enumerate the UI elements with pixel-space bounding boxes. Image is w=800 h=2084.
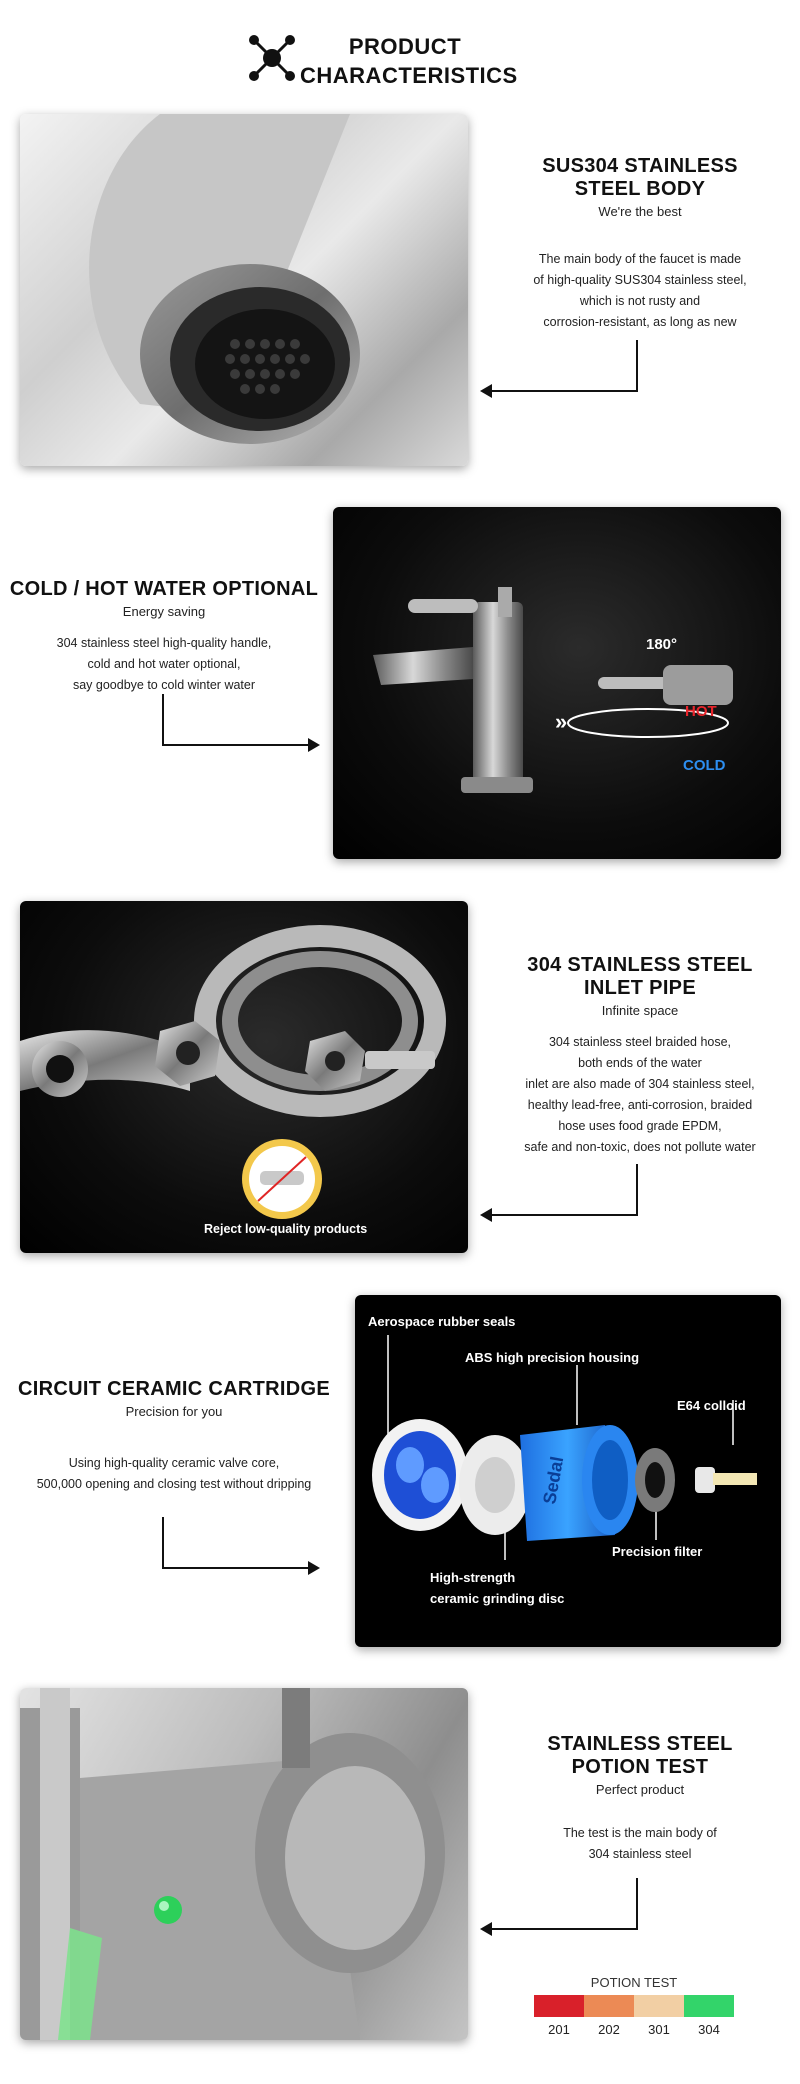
section-title: 304 STAINLESS STEEL [527, 954, 753, 976]
pointer-arrow [636, 340, 638, 392]
reject-caption: Reject low-quality products [204, 1222, 368, 1236]
potion-test-label: POTION TEST [590, 1975, 678, 1990]
section-inlet-pipe-text [495, 954, 785, 1158]
cartridge-exploded-photo [355, 1295, 781, 1647]
potion-swatch-301 [634, 1995, 684, 2017]
cold-label: COLD [683, 757, 726, 774]
desc-line: healthy lead-free, anti-corrosion, braided [527, 1098, 753, 1112]
faucet-hot-cold-photo [333, 507, 781, 859]
potion-grade: 201 [548, 2022, 570, 2037]
potion-test-photo [20, 1688, 468, 2040]
desc-line: say goodbye to cold winter water [72, 678, 256, 692]
page-title: PRODUCT CHARACTERISTICS [300, 34, 518, 88]
desc-line: safe and non-toxic, does not pollute water [524, 1140, 756, 1154]
desc-line: inlet are also made of 304 stainless steel, [525, 1077, 755, 1091]
section-subtitle: We're the best [598, 204, 682, 219]
section-title: STAINLESS STEEL [547, 1733, 733, 1755]
section-title: CIRCUIT CERAMIC CARTRIDGE [18, 1378, 330, 1400]
disc-label-1: High-strength [430, 1570, 516, 1585]
desc-line: cold and hot water optional, [87, 657, 241, 671]
desc-line: 304 stainless steel braided hose, [548, 1035, 732, 1049]
section-cartridge-text [5, 1378, 343, 1495]
faucet-aerator-photo [20, 114, 468, 466]
filter-label: Precision filter [612, 1544, 703, 1559]
hot-label: HOT [685, 703, 717, 720]
section-subtitle: Perfect product [595, 1782, 685, 1797]
section-title: STEEL BODY [574, 178, 706, 200]
section-subtitle: Infinite space [601, 1003, 679, 1018]
potion-grade: 301 [648, 2022, 670, 2037]
molecule-icon [244, 30, 300, 86]
pointer-arrow [162, 694, 164, 746]
pointer-arrow [636, 1878, 638, 1930]
desc-line: Using high-quality ceramic valve core, [68, 1456, 280, 1470]
section-subtitle: Precision for you [125, 1404, 223, 1419]
desc-line: 304 stainless steel [588, 1847, 692, 1861]
desc-line: both ends of the water [578, 1056, 702, 1070]
inlet-pipe-photo [20, 901, 468, 1253]
section-title: SUS304 STAINLESS [542, 155, 738, 177]
colloid-label: E64 colloid [677, 1398, 746, 1413]
desc-line: corrosion-resistant, as long as new [543, 315, 737, 329]
potion-grade: 304 [698, 2022, 720, 2037]
potion-grades [534, 2022, 734, 2037]
desc-line: of high-quality SUS304 stainless steel, [533, 273, 747, 287]
potion-swatch-202 [584, 1995, 634, 2017]
pointer-arrow [162, 1517, 164, 1569]
svg-text:»: » [555, 709, 568, 734]
potion-swatch-304 [684, 1995, 734, 2017]
desc-line: The main body of the faucet is made [538, 252, 742, 266]
desc-line: hose uses food grade EPDM, [558, 1119, 722, 1133]
potion-swatch-201 [534, 1995, 584, 2017]
section-title: INLET PIPE [584, 977, 696, 999]
brand-logo: Sedal [539, 1454, 568, 1506]
section-potion-text [500, 1733, 780, 1865]
desc-line: which is not rusty and [579, 294, 701, 308]
section-title: POTION TEST [571, 1756, 709, 1778]
potion-color-scale [534, 1995, 734, 2017]
section-cold-hot-text [5, 578, 323, 696]
housing-label: ABS high precision housing [465, 1350, 640, 1365]
rotation-degree-label: 180° [646, 636, 678, 653]
potion-grade: 202 [598, 2022, 620, 2037]
desc-line: 304 stainless steel high-quality handle, [56, 636, 272, 650]
desc-line: 500,000 opening and closing test without dripping [36, 1477, 312, 1491]
section-steel-body-text [500, 155, 780, 333]
section-title: COLD / HOT WATER OPTIONAL [9, 578, 319, 600]
pointer-arrow [636, 1164, 638, 1216]
desc-line: The test is the main body of [563, 1826, 717, 1840]
disc-label-2: ceramic grinding disc [430, 1591, 565, 1606]
rubber-seals-label: Aerospace rubber seals [368, 1314, 516, 1329]
section-subtitle: Energy saving [122, 604, 206, 619]
